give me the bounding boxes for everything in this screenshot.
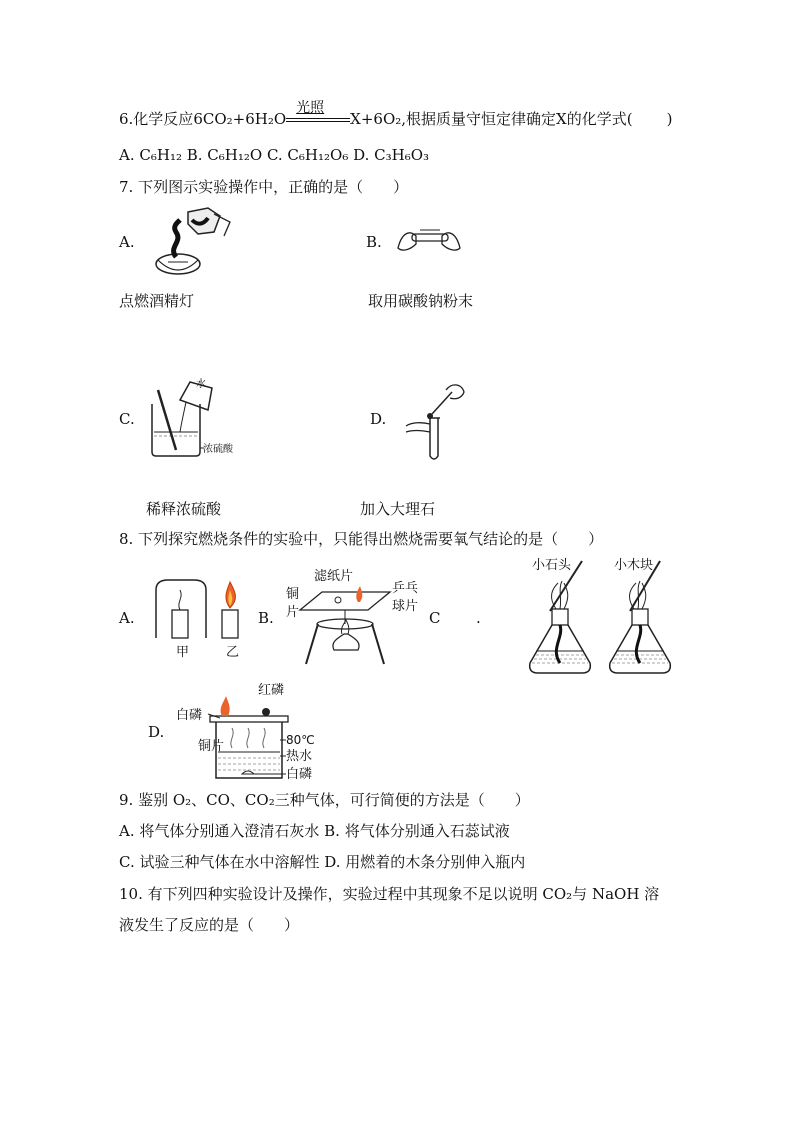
q6-condition: 光照 [296,100,325,116]
q6-lead: 6.化学反应 [119,110,194,128]
q8-a-figure [150,576,250,658]
q7-a-caption: 点燃酒精灯 [119,292,195,310]
q8-d-copper-label: 铜片 [198,739,225,754]
q8-b-pingpong-label-1: 乒乓 [392,581,419,596]
q8-b-letter: B. [258,609,274,627]
q10-line-2: 液发生了反应的是（ ） [119,916,300,934]
q8-b-pingpong-label-2: 球片 [392,599,419,614]
q8-a-letter: A. [119,609,135,627]
q7-c-caption: 稀释浓硫酸 [146,500,222,518]
q8-b-copper-label-1: 铜 [286,587,300,602]
q8-d-figure [172,678,322,786]
q8-b-figure [282,564,422,668]
q8-c-letter: C [429,609,441,627]
q6-line [119,100,673,129]
q8-c-dot: . [476,609,481,627]
q8-c-wood-label: 小木块 [614,558,654,573]
q8-a-right-label: 乙 [226,645,240,658]
q8-d-white2-label: 白磷 [286,767,313,782]
q7-b-letter: B. [366,233,382,251]
q6-reactants: 6CO₂+6H₂O [193,110,287,128]
q7-a-letter: A. [119,233,135,251]
q6-arrow [286,100,350,128]
q8-stem: 8. 下列探究燃烧条件的实验中，只能得出燃烧需要氧气结论的是（ ） [119,530,604,548]
q8-a-left-label: 甲 [176,645,190,658]
q7-d-caption: 加入大理石 [360,500,436,518]
q7-c-figure [146,376,246,460]
q7-c-acid-label: 浓硫酸 [203,444,233,455]
q8-d-hot-label: 热水 [286,749,313,764]
q7-d-figure [400,378,470,464]
q7-d-letter: D. [370,410,387,428]
q6-close: ) [666,110,673,128]
q8-b-copper-label-2: 片 [286,605,300,620]
q9-options-2: C. 试验三种气体在水中溶解性 D. 用燃着的木条分别伸入瓶内 [119,853,526,871]
q7-b-figure [394,218,464,260]
q9-options-1: A. 将气体分别通入澄清石灰水 B. 将气体分别通入石蕊试液 [119,822,510,840]
q7-b-caption: 取用碳酸钠粉末 [368,292,474,310]
q6-equals-line2 [286,121,350,122]
q9-stem: 9. 鉴别 O₂、CO、CO₂三种气体，可行简便的方法是（ ） [119,791,530,809]
q7-c-letter: C. [119,410,135,428]
q8-c-stone-label: 小石头 [532,558,572,573]
q7-stem: 7. 下列图示实验操作中，正确的是（ ） [119,178,409,196]
q8-d-red-label: 红磷 [258,683,285,698]
q6-options: A. C₆H₁₂ B. C₆H₁₂O C. C₆H₁₂O₆ D. C₃H₆O₃ [119,146,430,164]
q8-d-letter: D. [148,723,165,741]
q10-line-1: 10. 有下列四种实验设计及操作，实验过程中其现象不足以说明 CO₂与 NaOH 溶 [119,885,660,903]
q8-d-white1-label: 白磷 [176,708,203,723]
q7-a-figure [148,202,240,282]
q8-c-figure [520,553,688,681]
q6-equals-line [286,118,350,119]
q8-d-temp-label: 80℃ [286,733,315,747]
q8-b-filter-label: 滤纸片 [314,569,354,584]
q6-products: X+6O₂,根据质量守恒定律确定X的化学式( [350,110,633,128]
q7-c-water-label: 水 [196,379,206,390]
